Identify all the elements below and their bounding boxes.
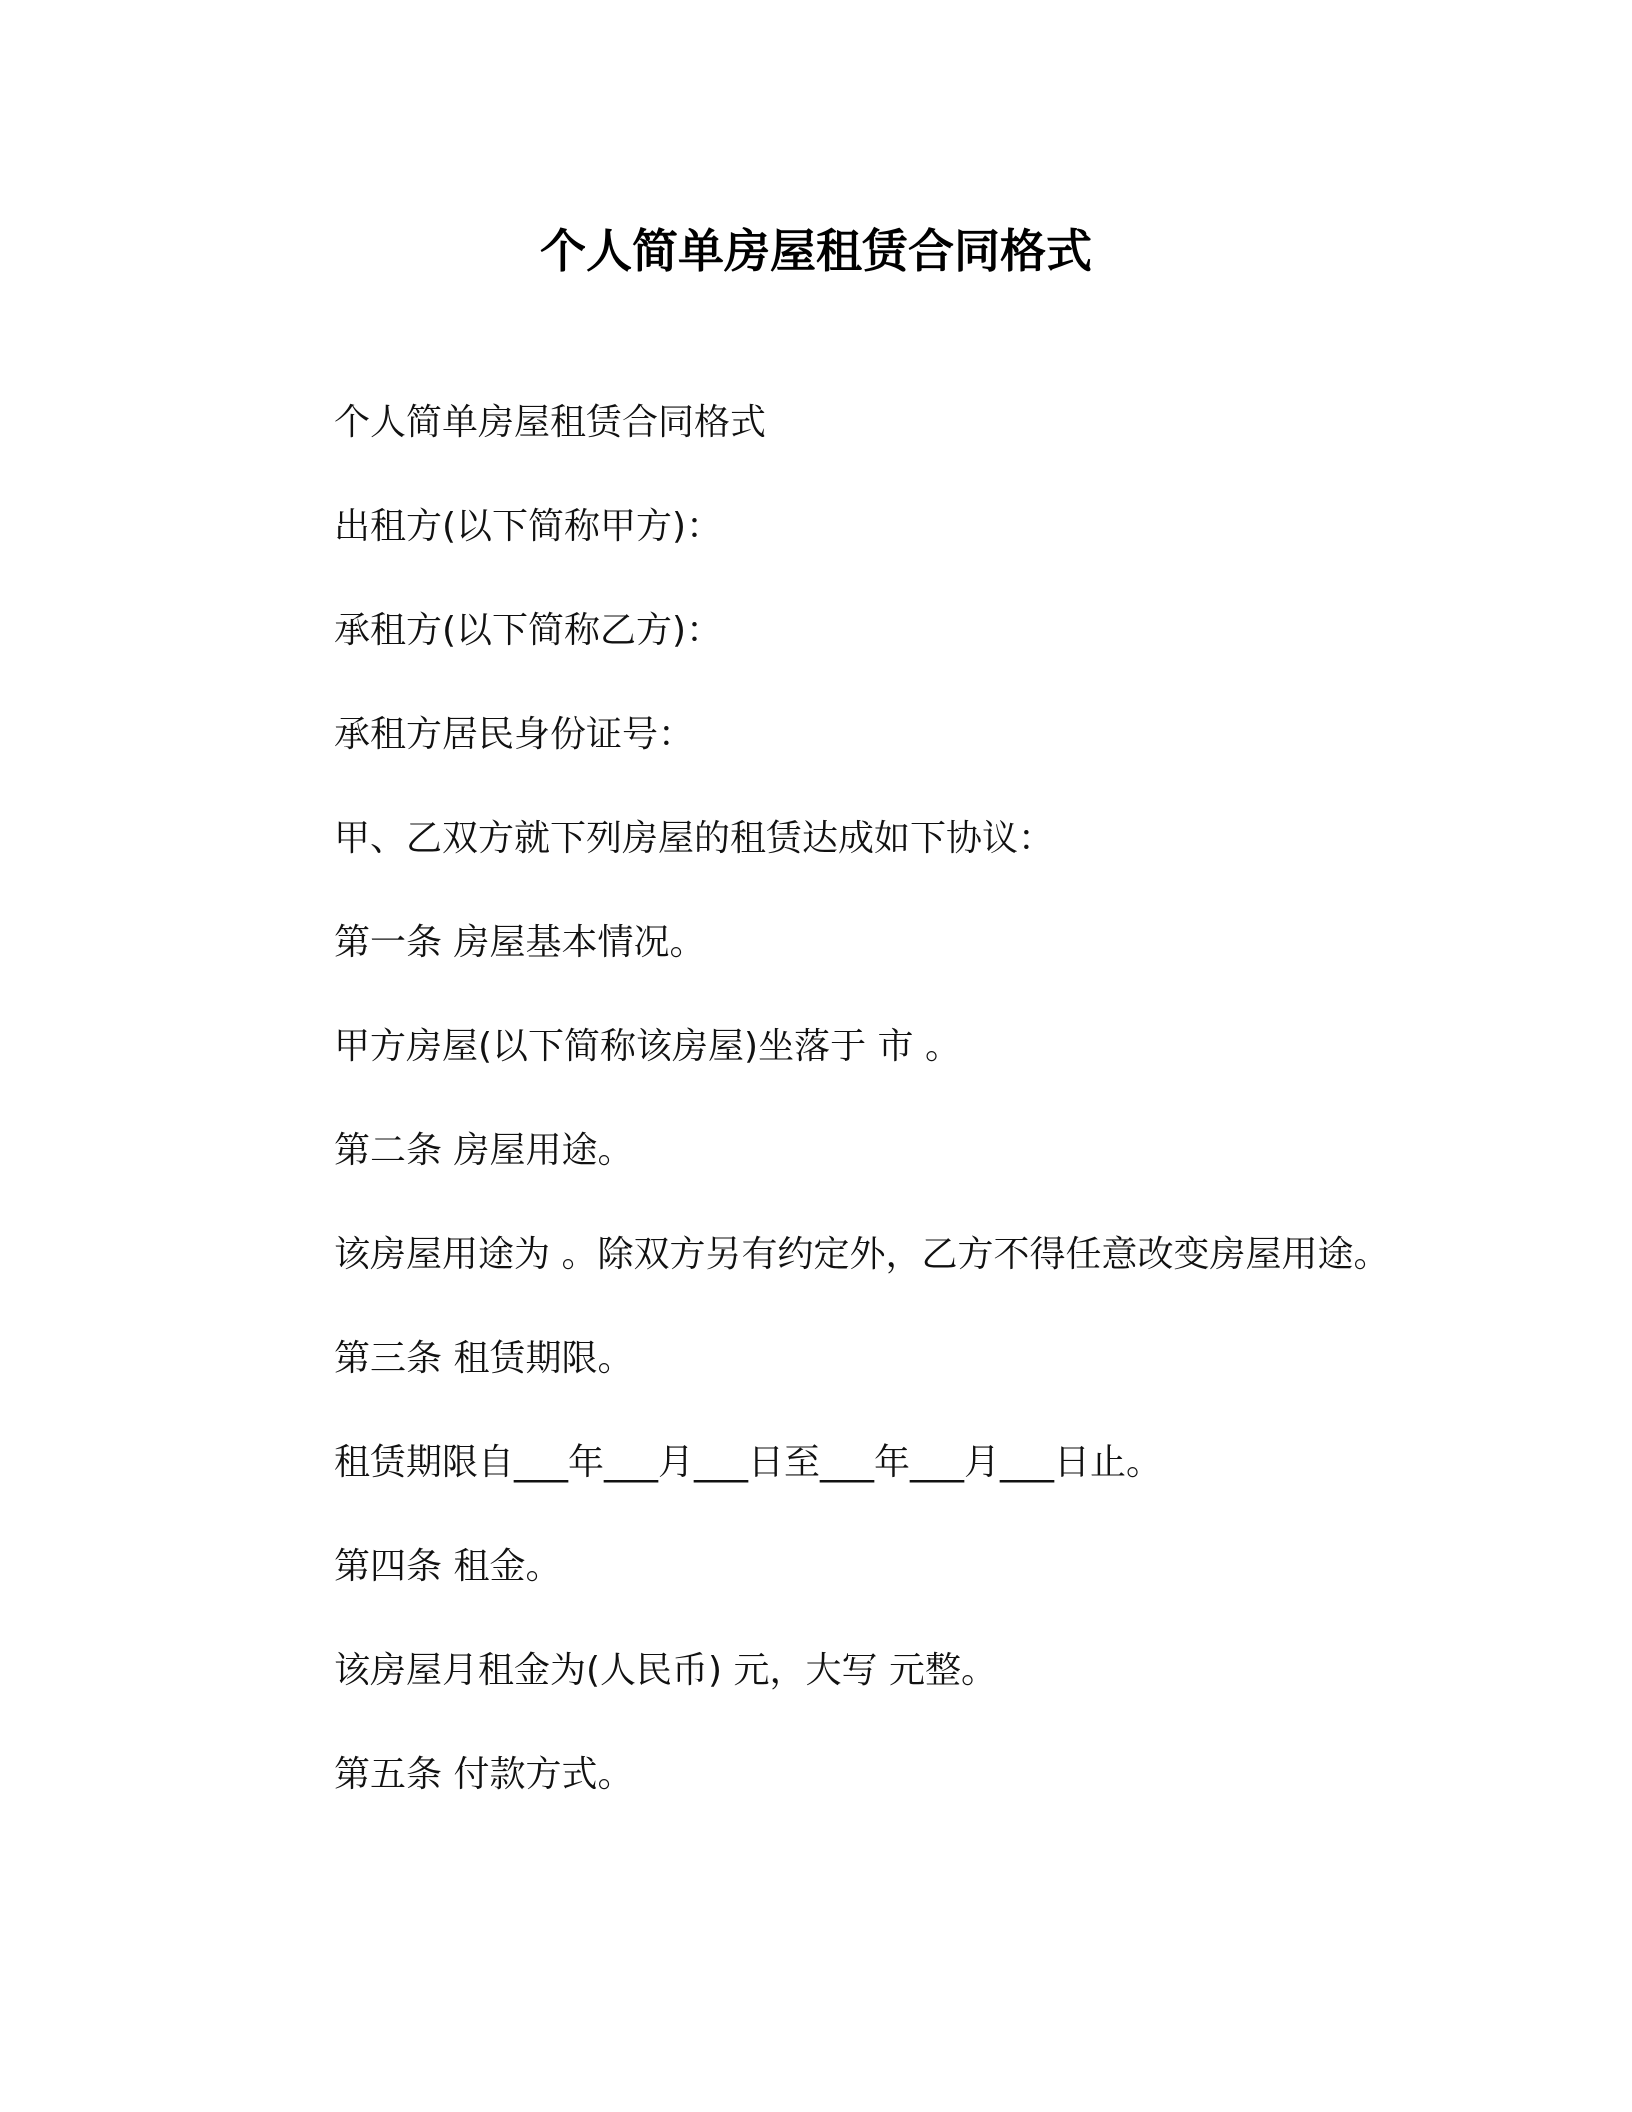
article-1-heading: 第一条 房屋基本情况。 bbox=[334, 922, 706, 963]
lessee-line: 承租方(以下简称乙方)： bbox=[334, 610, 723, 651]
article-4-heading: 第四条 租金。 bbox=[334, 1546, 562, 1587]
article-5-heading: 第五条 付款方式。 bbox=[334, 1754, 634, 1795]
document-title: 个人简单房屋租赁合同格式 bbox=[540, 224, 1092, 278]
lessor-line: 出租方(以下简称甲方)： bbox=[334, 506, 723, 547]
article-3-text: 租赁期限自___年___月___日至___年___月___日止。 bbox=[334, 1442, 1163, 1483]
document-body bbox=[334, 390, 1494, 1846]
lessee-id-line: 承租方居民身份证号： bbox=[334, 714, 695, 755]
agreement-intro: 甲、乙双方就下列房屋的租赁达成如下协议： bbox=[334, 818, 1055, 859]
article-2-text: 该房屋用途为 。除双方另有约定外，乙方不得任意改变房屋用途。 bbox=[334, 1234, 1390, 1275]
body-subtitle: 个人简单房屋租赁合同格式 bbox=[334, 402, 767, 443]
article-2-heading: 第二条 房屋用途。 bbox=[334, 1130, 634, 1171]
article-4-text: 该房屋月租金为(人民币) 元，大写 元整。 bbox=[334, 1650, 997, 1691]
article-3-heading: 第三条 租赁期限。 bbox=[334, 1338, 634, 1379]
article-1-text: 甲方房屋(以下简称该房屋)坐落于 市 。 bbox=[334, 1026, 961, 1067]
